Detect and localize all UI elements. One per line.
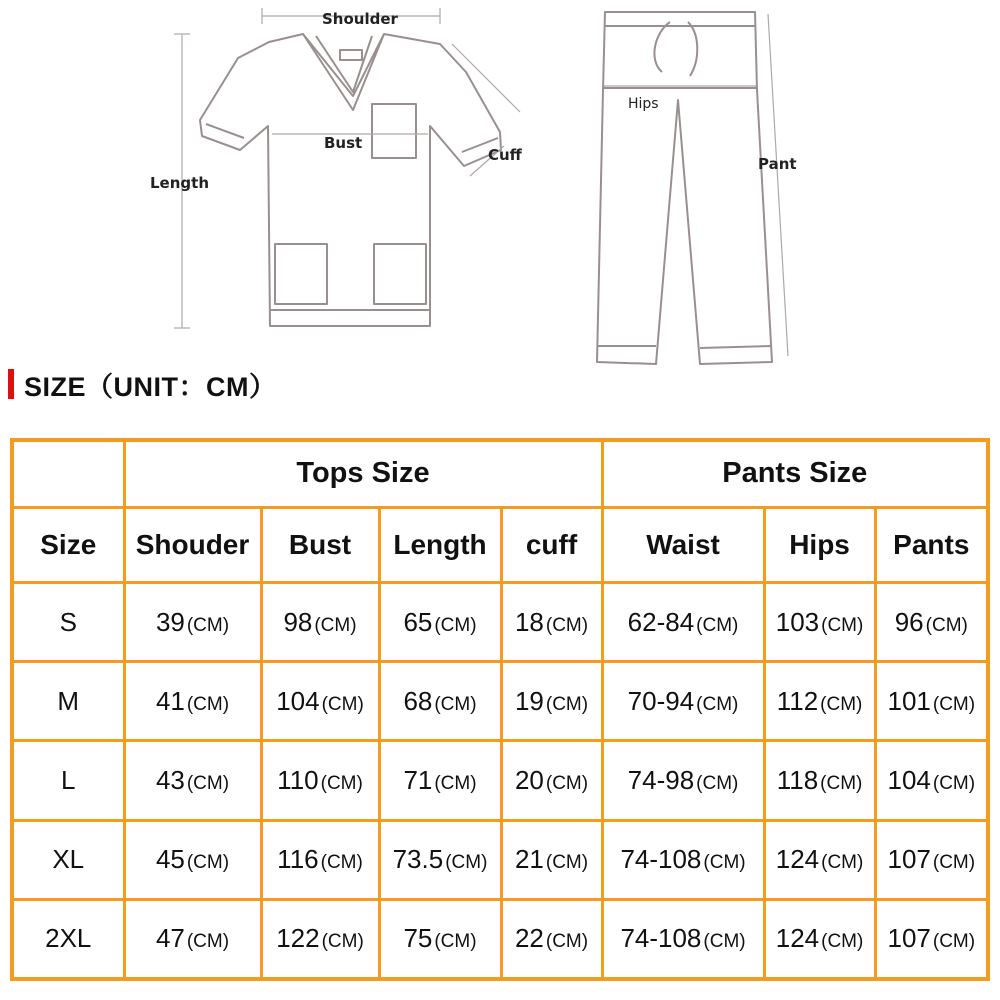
unit-label: (CM) <box>932 931 976 953</box>
unit-label: (CM) <box>696 614 739 636</box>
bust-label: Bust <box>324 134 363 152</box>
unit-label: (CM) <box>320 772 363 794</box>
unit-label: (CM) <box>932 772 976 794</box>
unit-label: (CM) <box>186 931 230 953</box>
shoulder-label: Shoulder <box>322 10 398 28</box>
col-header-hips: Hips <box>764 507 875 582</box>
hips-label: Hips <box>628 96 659 112</box>
hips-value: 124 <box>775 844 820 875</box>
size-cell: L <box>12 741 124 820</box>
table-row <box>12 662 988 741</box>
bust-cell <box>261 662 379 741</box>
pants-value: 101 <box>887 685 931 716</box>
cuff-value: 19 <box>514 685 544 716</box>
bust-cell <box>261 741 379 820</box>
hips-value: 124 <box>775 923 820 954</box>
pants-value: 107 <box>887 844 931 875</box>
length-cell <box>379 741 501 820</box>
table-row <box>12 899 988 979</box>
shoulder-value: 45 <box>155 844 185 875</box>
right-pocket <box>374 244 426 304</box>
shoulder-cell <box>124 582 261 661</box>
size-cell: 2XL <box>12 899 124 979</box>
unit-label: (CM) <box>434 931 477 953</box>
unit-label: (CM) <box>545 772 589 794</box>
col-header-size: Size <box>12 507 124 582</box>
unit-label: (CM) <box>445 852 488 874</box>
unit-label: (CM) <box>186 852 230 874</box>
cuff-label: Cuff <box>488 146 522 164</box>
table-row <box>12 582 988 661</box>
waist-value: 74-98 <box>627 764 695 795</box>
shoulder-cell <box>124 899 261 979</box>
pant-label: Pant <box>758 155 797 173</box>
unit-label: (CM) <box>696 693 739 715</box>
size-cell: S <box>12 582 124 661</box>
col-header-pants: Pants <box>875 507 988 582</box>
length-cell <box>379 582 501 661</box>
col-header-cuff: cuff <box>501 507 602 582</box>
hips-cell <box>764 820 875 899</box>
unit-label: (CM) <box>820 772 863 794</box>
chest-pocket <box>372 104 416 158</box>
hips-value: 103 <box>775 606 820 637</box>
bust-value: 98 <box>283 606 313 637</box>
pants-value: 107 <box>887 923 931 954</box>
bust-cell <box>261 582 379 661</box>
waist-cell <box>602 582 764 661</box>
shoulder-cell <box>124 662 261 741</box>
cuff-value: 20 <box>514 764 544 795</box>
pants-cell <box>875 582 988 661</box>
shoulder-value: 47 <box>155 923 185 954</box>
unit-label: (CM) <box>321 931 364 953</box>
unit-label: (CM) <box>186 772 230 794</box>
length-cell <box>379 662 501 741</box>
unit-label: (CM) <box>545 852 589 874</box>
waist-cell <box>602 741 764 820</box>
unit-label: (CM) <box>545 931 589 953</box>
waist-cell <box>602 899 764 979</box>
pants-size-header: Pants Size <box>602 440 988 507</box>
group-header-row <box>12 440 988 507</box>
left-pocket <box>275 244 327 304</box>
bust-value: 104 <box>276 685 320 716</box>
length-value: 71 <box>403 764 433 795</box>
heading-accent-bar <box>8 369 14 399</box>
bust-cell <box>261 899 379 979</box>
unit-label: (CM) <box>434 693 477 715</box>
pants-cell <box>875 820 988 899</box>
hips-value: 112 <box>776 685 819 716</box>
unit-label: (CM) <box>932 852 976 874</box>
cuff-value: 21 <box>514 844 544 875</box>
col-header-waist: Waist <box>602 507 764 582</box>
cuff-cell <box>501 899 602 979</box>
bust-value: 116 <box>277 844 319 875</box>
unit-label: (CM) <box>320 852 363 874</box>
unit-label: (CM) <box>545 614 589 636</box>
shoulder-cell <box>124 820 261 899</box>
unit-label: (CM) <box>925 614 968 636</box>
length-value: 73.5 <box>392 844 444 875</box>
garment-measurement-diagram <box>0 0 1000 370</box>
table-row <box>12 741 988 820</box>
size-cell: XL <box>12 820 124 899</box>
group-header-blank <box>12 440 124 507</box>
length-value: 68 <box>403 685 433 716</box>
unit-label: (CM) <box>434 614 477 636</box>
scrub-top-outline <box>200 34 501 326</box>
hips-cell <box>764 662 875 741</box>
col-header-shoulder: Shouder <box>124 507 261 582</box>
unit-label: (CM) <box>703 931 746 953</box>
length-label: Length <box>150 174 209 192</box>
bust-value: 110 <box>277 764 319 795</box>
pants-cell <box>875 741 988 820</box>
unit-label: (CM) <box>821 852 864 874</box>
size-heading <box>8 368 277 400</box>
cuff-cell <box>501 820 602 899</box>
hips-cell <box>764 582 875 661</box>
size-chart-table <box>10 438 990 981</box>
col-header-bust: Bust <box>261 507 379 582</box>
hips-cell <box>764 899 875 979</box>
unit-label: (CM) <box>932 693 976 715</box>
cuff-value: 22 <box>514 923 544 954</box>
waist-value: 74-108 <box>620 923 702 954</box>
pants-value: 96 <box>894 606 924 637</box>
shoulder-value: 39 <box>155 606 185 637</box>
cuff-cell <box>501 582 602 661</box>
waist-cell <box>602 820 764 899</box>
waist-value: 74-108 <box>620 844 702 875</box>
unit-label: (CM) <box>703 852 746 874</box>
hips-value: 118 <box>776 764 819 795</box>
col-header-length: Length <box>379 507 501 582</box>
column-header-row <box>12 507 988 582</box>
length-value: 75 <box>403 923 433 954</box>
tops-size-header: Tops Size <box>124 440 602 507</box>
length-cell <box>379 820 501 899</box>
cuff-cell <box>501 741 602 820</box>
unit-label: (CM) <box>821 931 864 953</box>
cuff-value: 18 <box>514 606 544 637</box>
hips-cell <box>764 741 875 820</box>
size-heading-text: SIZE（UNIT：CM） <box>24 371 277 402</box>
shoulder-value: 41 <box>155 685 185 716</box>
unit-label: (CM) <box>821 614 864 636</box>
bust-cell <box>261 820 379 899</box>
unit-label: (CM) <box>314 614 357 636</box>
pants-value: 104 <box>887 764 931 795</box>
scrub-pants-outline <box>597 12 772 364</box>
pants-cell <box>875 899 988 979</box>
bust-value: 122 <box>276 923 320 954</box>
shoulder-cell <box>124 741 261 820</box>
waist-value: 70-94 <box>627 685 695 716</box>
unit-label: (CM) <box>696 772 739 794</box>
table-row <box>12 820 988 899</box>
pants-cell <box>875 662 988 741</box>
size-cell: M <box>12 662 124 741</box>
waist-value: 62-84 <box>627 606 695 637</box>
unit-label: (CM) <box>545 693 589 715</box>
unit-label: (CM) <box>186 693 230 715</box>
length-cell <box>379 899 501 979</box>
unit-label: (CM) <box>186 614 230 636</box>
shoulder-value: 43 <box>155 764 185 795</box>
unit-label: (CM) <box>321 693 364 715</box>
unit-label: (CM) <box>820 693 863 715</box>
length-value: 65 <box>403 606 433 637</box>
unit-label: (CM) <box>434 772 477 794</box>
cuff-cell <box>501 662 602 741</box>
waist-cell <box>602 662 764 741</box>
